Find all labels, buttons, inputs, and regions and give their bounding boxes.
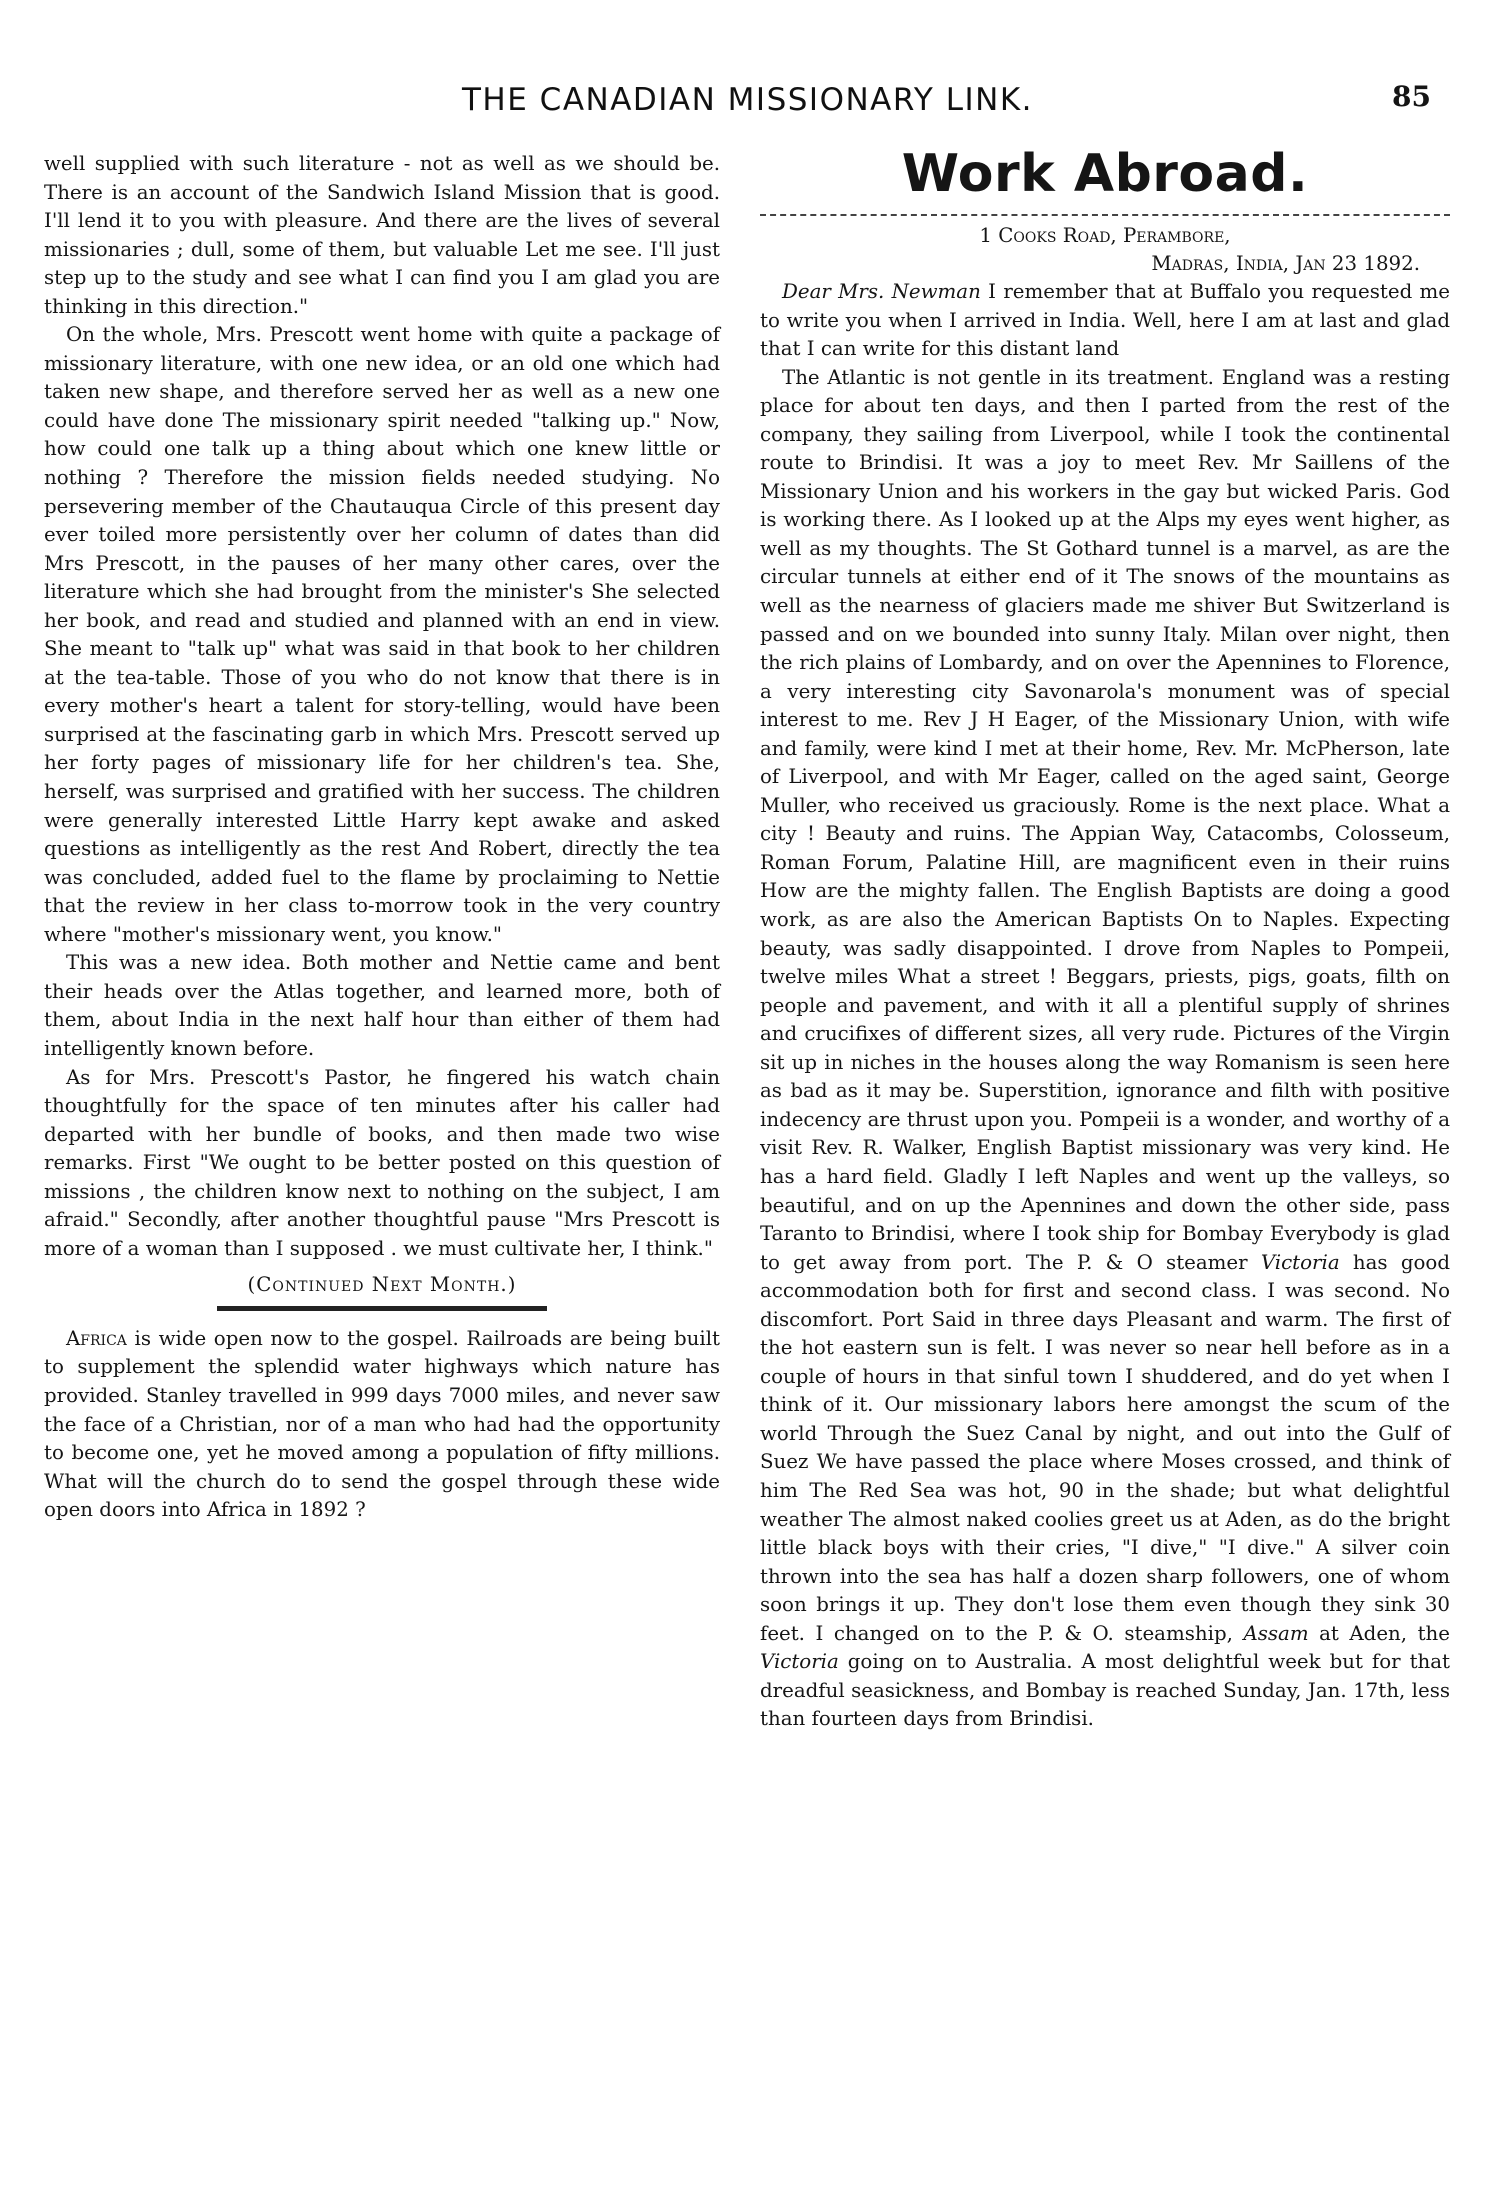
section-divider: [217, 1306, 547, 1311]
ship-name-victoria: Victoria: [1260, 1250, 1340, 1274]
ship-name-assam: Assam: [1243, 1621, 1309, 1645]
left-paragraph-2: On the whole, Mrs. Prescott went home with quite a package of missionary literature, with one new idea, or an old one which had taken new shape, and therefore served her as well as a new one could have done The missionary spirit needed "talking up." Now, how could one talk up a thing about which one knew little or nothing ? Therefore the mission fields needed studying. No persevering member of the Chautauqua Circle of this present day ever toiled more persistently over her column of dates than did Mrs Prescott, in the pauses of her many other cares, over the literature which she had brought from the minister's She selected her book, and read and studied and planned with an end in view. She meant to "talk up" what was said in that book to her children at the tea-table. Those of you who do not know that there is in every mother's heart a talent for story-telling, would have been surprised at the fascinating garb in which Mrs. Prescott served up her forty pages of missionary life for her children's tea. She, herself, was surprised and gratified with her success. The children were generally interested Little Harry kept awake and asked questions as intelligently as the rest And Robert, directly the tea was concluded, added fuel to the flame by proclaiming to Nettie that the review in her class to-morrow took in the very country where "mother's missionary went, you know.": [44, 323, 720, 946]
right-column: [760, 144, 1451, 1734]
section-title: Work Abroad.: [901, 144, 1309, 204]
letter-dateline: Madras, India, Jan 23 1892.: [1151, 252, 1420, 275]
left-paragraph-1: well supplied with such literature - not as well as we should be. There is an account of the Sandwich Island Mission that is good. I'll lend it to you with pleasure. And there are the lives of several missionaries ; dull, some of them, but valuable Let me see. I'll just step up to the study and see what I can find you I am glad you are thinking in this direction.": [44, 152, 720, 318]
letter-opening-text: I remember that at Buffalo you requested me to write you when I arrived in India. Well, here I am at last and glad that I can write for this distant land: [760, 280, 1451, 361]
letter-salutation: Dear Mrs. Newman: [782, 280, 981, 303]
left-column: [44, 150, 720, 1525]
africa-text: is wide open now to the gospel. Railroads are being built to supplement the splendid water highways which nature has provided. Stanley travelled in 999 days 7000 miles, and never saw the face of a Christian, nor of a man who had had the opportunity to become one, yet he moved among a population of fifty millions. What will the church do to send the gospel through these wide open doors into Africa in 1892 ?: [44, 1326, 720, 1522]
letter-body: [760, 364, 1450, 1734]
continued-next-month: (Continued Next Month.): [247, 1273, 517, 1297]
ship-name-victoria-2: Victoria: [760, 1650, 839, 1674]
letter-address: 1 Cooks Road, Perambore,: [979, 224, 1231, 247]
letter-body-part-a: The Atlantic is not gentle in its treatment. England was a resting place for about ten days, and then I parted from the rest of the company, they sailing from Liverpool, while I took the continental route to Brindisi. It was a joy to meet Rev. Mr Saillens of the Missionary Union and his workers in the gay but wicked Paris. God is working there. As I looked up at the Alps my eyes went higher, as well as my thoughts. The St Gothard tunnel is a marvel, as are the circular tunnels at either end of it The snows of the mountains as well as the nearness of glaciers made me shiver But Switzerland is passed and on we bounded into sunny Italy. Milan over night, then the rich plains of Lombardy, and on over the Apennines to Florence, a very interesting city Savonarola's monument was of special interest to me. Rev J H Eager, of the Missionary Union, with wife and family, were kind I met at their home, Rev. Mr. McPherson, late of Liverpool, and with Mr Eager, called on the aged saint, George Muller, who received us graciously. Rome is the next place. What a city ! Beauty and ruins. The Appian Way, Catacombs, Colosseum, Roman Forum, Palatine Hill, are magnificent even in their ruins How are the mighty fallen. The English Baptists are doing a good work, as are also the American Baptists On to Naples. Expecting beauty, was sadly disappointed. I drove from Naples to Pompeii, twelve miles What a street ! Beggars, priests, pigs, goats, filth on people and pavement, and with it all a plentiful supply of shrines and crucifixes of different sizes, all very rude. Pictures of the Virgin sit up in niches in the houses along the way Romanism is seen here as bad as it may be. Superstition, ignorance and filth with positive indecency are thrust upon you. Pompeii is a wonder, and worthy of a visit Rev. R. Walker, English Baptist missionary was very kind. He has a hard field. Gladly I left Naples and went up the valleys, so beautiful, and on up the Apennines and down the other side, pass Taranto to Brindisi, where I took ship for Bombay Everybody is glad to get away from port. The P. & O steamer: [760, 365, 1450, 1274]
title-rule: [760, 214, 1450, 216]
africa-paragraph: [44, 1325, 720, 1525]
letter-body-part-c: at Aden, the: [1308, 1621, 1450, 1645]
letter-body-part-d: going on to Australia. A most delightful week but for that dreadful seasickness, and Bombay is reached Sunday, Jan. 17th, less than fourteen days from Brindisi.: [760, 1650, 1450, 1731]
letter-opening: [760, 278, 1450, 364]
left-paragraph-4: As for Mrs. Prescott's Pastor, he fingered his watch chain thoughtfully for the space of ten minutes after his caller had departed with her bundle of books, and then made two wise remarks. First "We ought to be better posted on this question of missions , the children know next to nothing on the subject, I am afraid." Secondly, after another thoughtful pause "Mrs Prescott is more of a woman than I supposed . we must cultivate her, I think.": [44, 1065, 720, 1260]
letter-body-part-b: has good accommodation both for first and second class. I was second. No discomfort. Port Said in three days Pleasant and warm. The first of the hot eastern sun is felt. I was never so near hell before as in a couple of hours in that sinful town I shuddered, and do yet when I think of it. Our missionary labors here amongst the scum of the world Through the Suez Canal by night, and out into the Gulf of Suez We have passed the place where Moses crossed, and think of him The Red Sea was hot, 90 in the shade; but what delightful weather The almost naked coolies greet us at Aden, as do the bright little black boys with their cries, "I dive," "I dive." A silver coin thrown into the sea has half a dozen sharp followers, one of whom soon brings it up. They don't lose them even though they sink 30 feet. I changed on to the P. & O. steamship,: [760, 1250, 1450, 1645]
running-head: THE CANADIAN MISSIONARY LINK.: [461, 82, 1033, 118]
left-paragraph-3: This was a new idea. Both mother and Nettie came and bent their heads over the Atlas together, and learned more, both of them, about India in the next half hour than either of them had intelligently known before.: [44, 951, 720, 1060]
africa-lead-word: Africa: [66, 1326, 127, 1350]
page-number: 85: [1392, 80, 1431, 113]
